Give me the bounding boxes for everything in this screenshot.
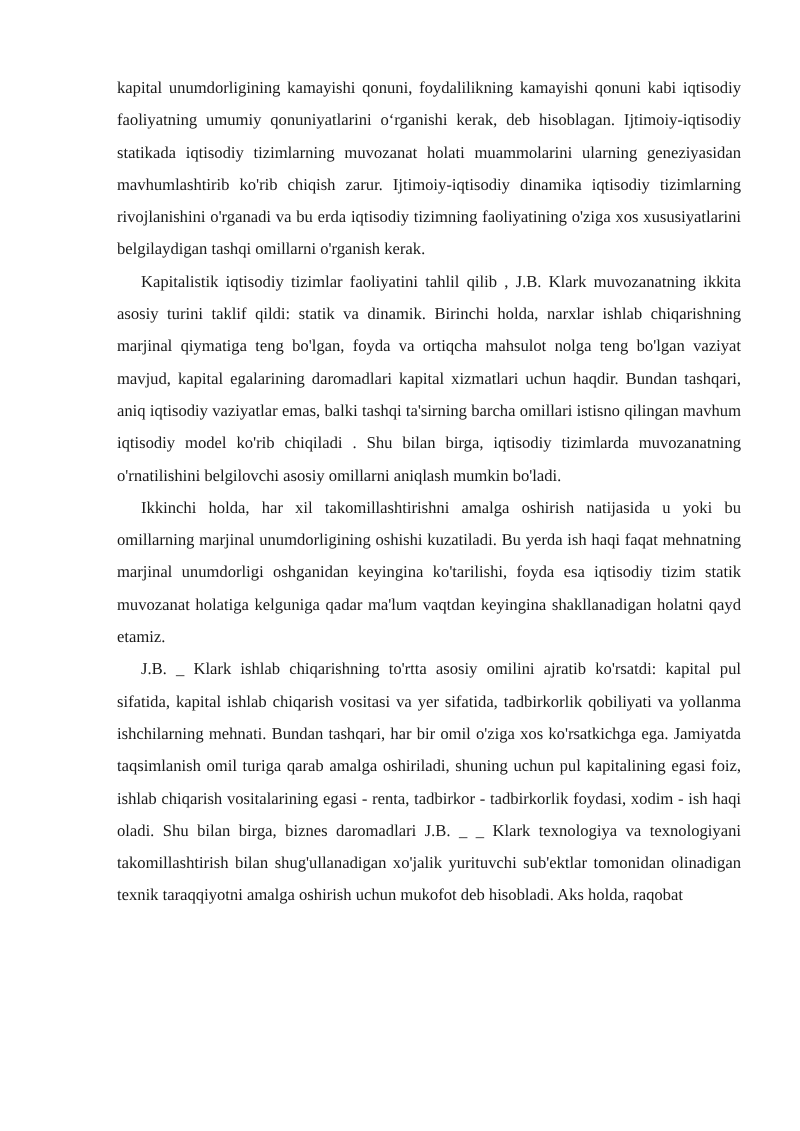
paragraph-2: Kapitalistik iqtisodiy tizimlar faoliyatini tahlil qilib , J.B. Klark muvozanatning ikkita asosiy turini taklif qildi: statik va dinamik. Birinchi holda, narxlar ishlab chiqarishning marjinal qiymatiga teng bo'lgan, foyda va ortiqcha mahsulot nolga teng bo'lgan vaziyat mavjud, kapital egalarining daromadlari kapital xizmatlari uchun haqdir. Bundan tashqari, aniq iqtisodiy vaziyatlar emas, balki tashqi ta'sirning barcha omillari istisno qilingan mavhum iqtisodiy model ko'rib chiqiladi . Shu bilan birga, iqtisodiy tizimlarda muvozanatning o'rnatilishini belgilovchi asosiy omillarni aniqlash mumkin bo'ladi. xyxy=(117,271,741,485)
paragraph-1: kapital unumdorligining kamayishi qonuni, foydalilikning kamayishi qonuni kabi iqtisodiy faoliyatning umumiy qonuniyatlarini oʻrganishi kerak, deb hisoblagan. Ijtimoiy-iqtisodiy statikada iqtisodiy tizimlarning muvozanat holati muammolarini ularning geneziyasidan mavhumlashtirib ko'rib chiqish zarur. Ijtimoiy-iqtisodiy dinamika iqtisodiy tizimlarning rivojlanishini o'rganadi va bu erda iqtisodiy tizimning faoliyatining o'ziga xos xususiyatlarini belgilaydigan tashqi omillarni o'rganish kerak. xyxy=(117,78,741,259)
paragraph-4: J.B. _ Klark ishlab chiqarishning to'rtta asosiy omilini ajratib ko'rsatdi: kapital pul sifatida, kapital ishlab chiqarish vositasi va yer sifatida, tadbirkorlik qobiliyati va yollanma ishchilarning mehnati. Bundan tashqari, har bir omil o'ziga xos ko'rsatkichga ega. Jamiyatda taqsimlanish omil turiga qarab amalga oshiriladi, shuning uchun pul kapitalining egasi foiz, ishlab chiqarish vositalarining egasi - renta, tadbirkor - tadbirkorlik foydasi, xodim - ish haqi oladi. Shu bilan birga, biznes daromadlari J.B. _ _ Klark texnologiya va texnologiyani takomillashtirish bilan shug'ullanadigan xo'jalik yurituvchi sub'ektlar tomonidan olinadigan texnik taraqqiyotni amalga oshirish uchun mukofot deb hisobladi. Aks holda, raqobat xyxy=(117,659,741,905)
paragraph-3: Ikkinchi holda, har xil takomillashtirishni amalga oshirish natijasida u yoki bu omillarning marjinal unumdorligining oshishi kuzatiladi. Bu yerda ish haqi faqat mehnatning marjinal unumdorligi oshganidan keyingina ko'tarilishi, foyda esa iqtisodiy tizim statik muvozanat holatiga kelguniga qadar ma'lum vaqtdan keyingina shakllanadigan holatni qayd etamiz. xyxy=(117,497,741,647)
body-text xyxy=(117,72,741,912)
